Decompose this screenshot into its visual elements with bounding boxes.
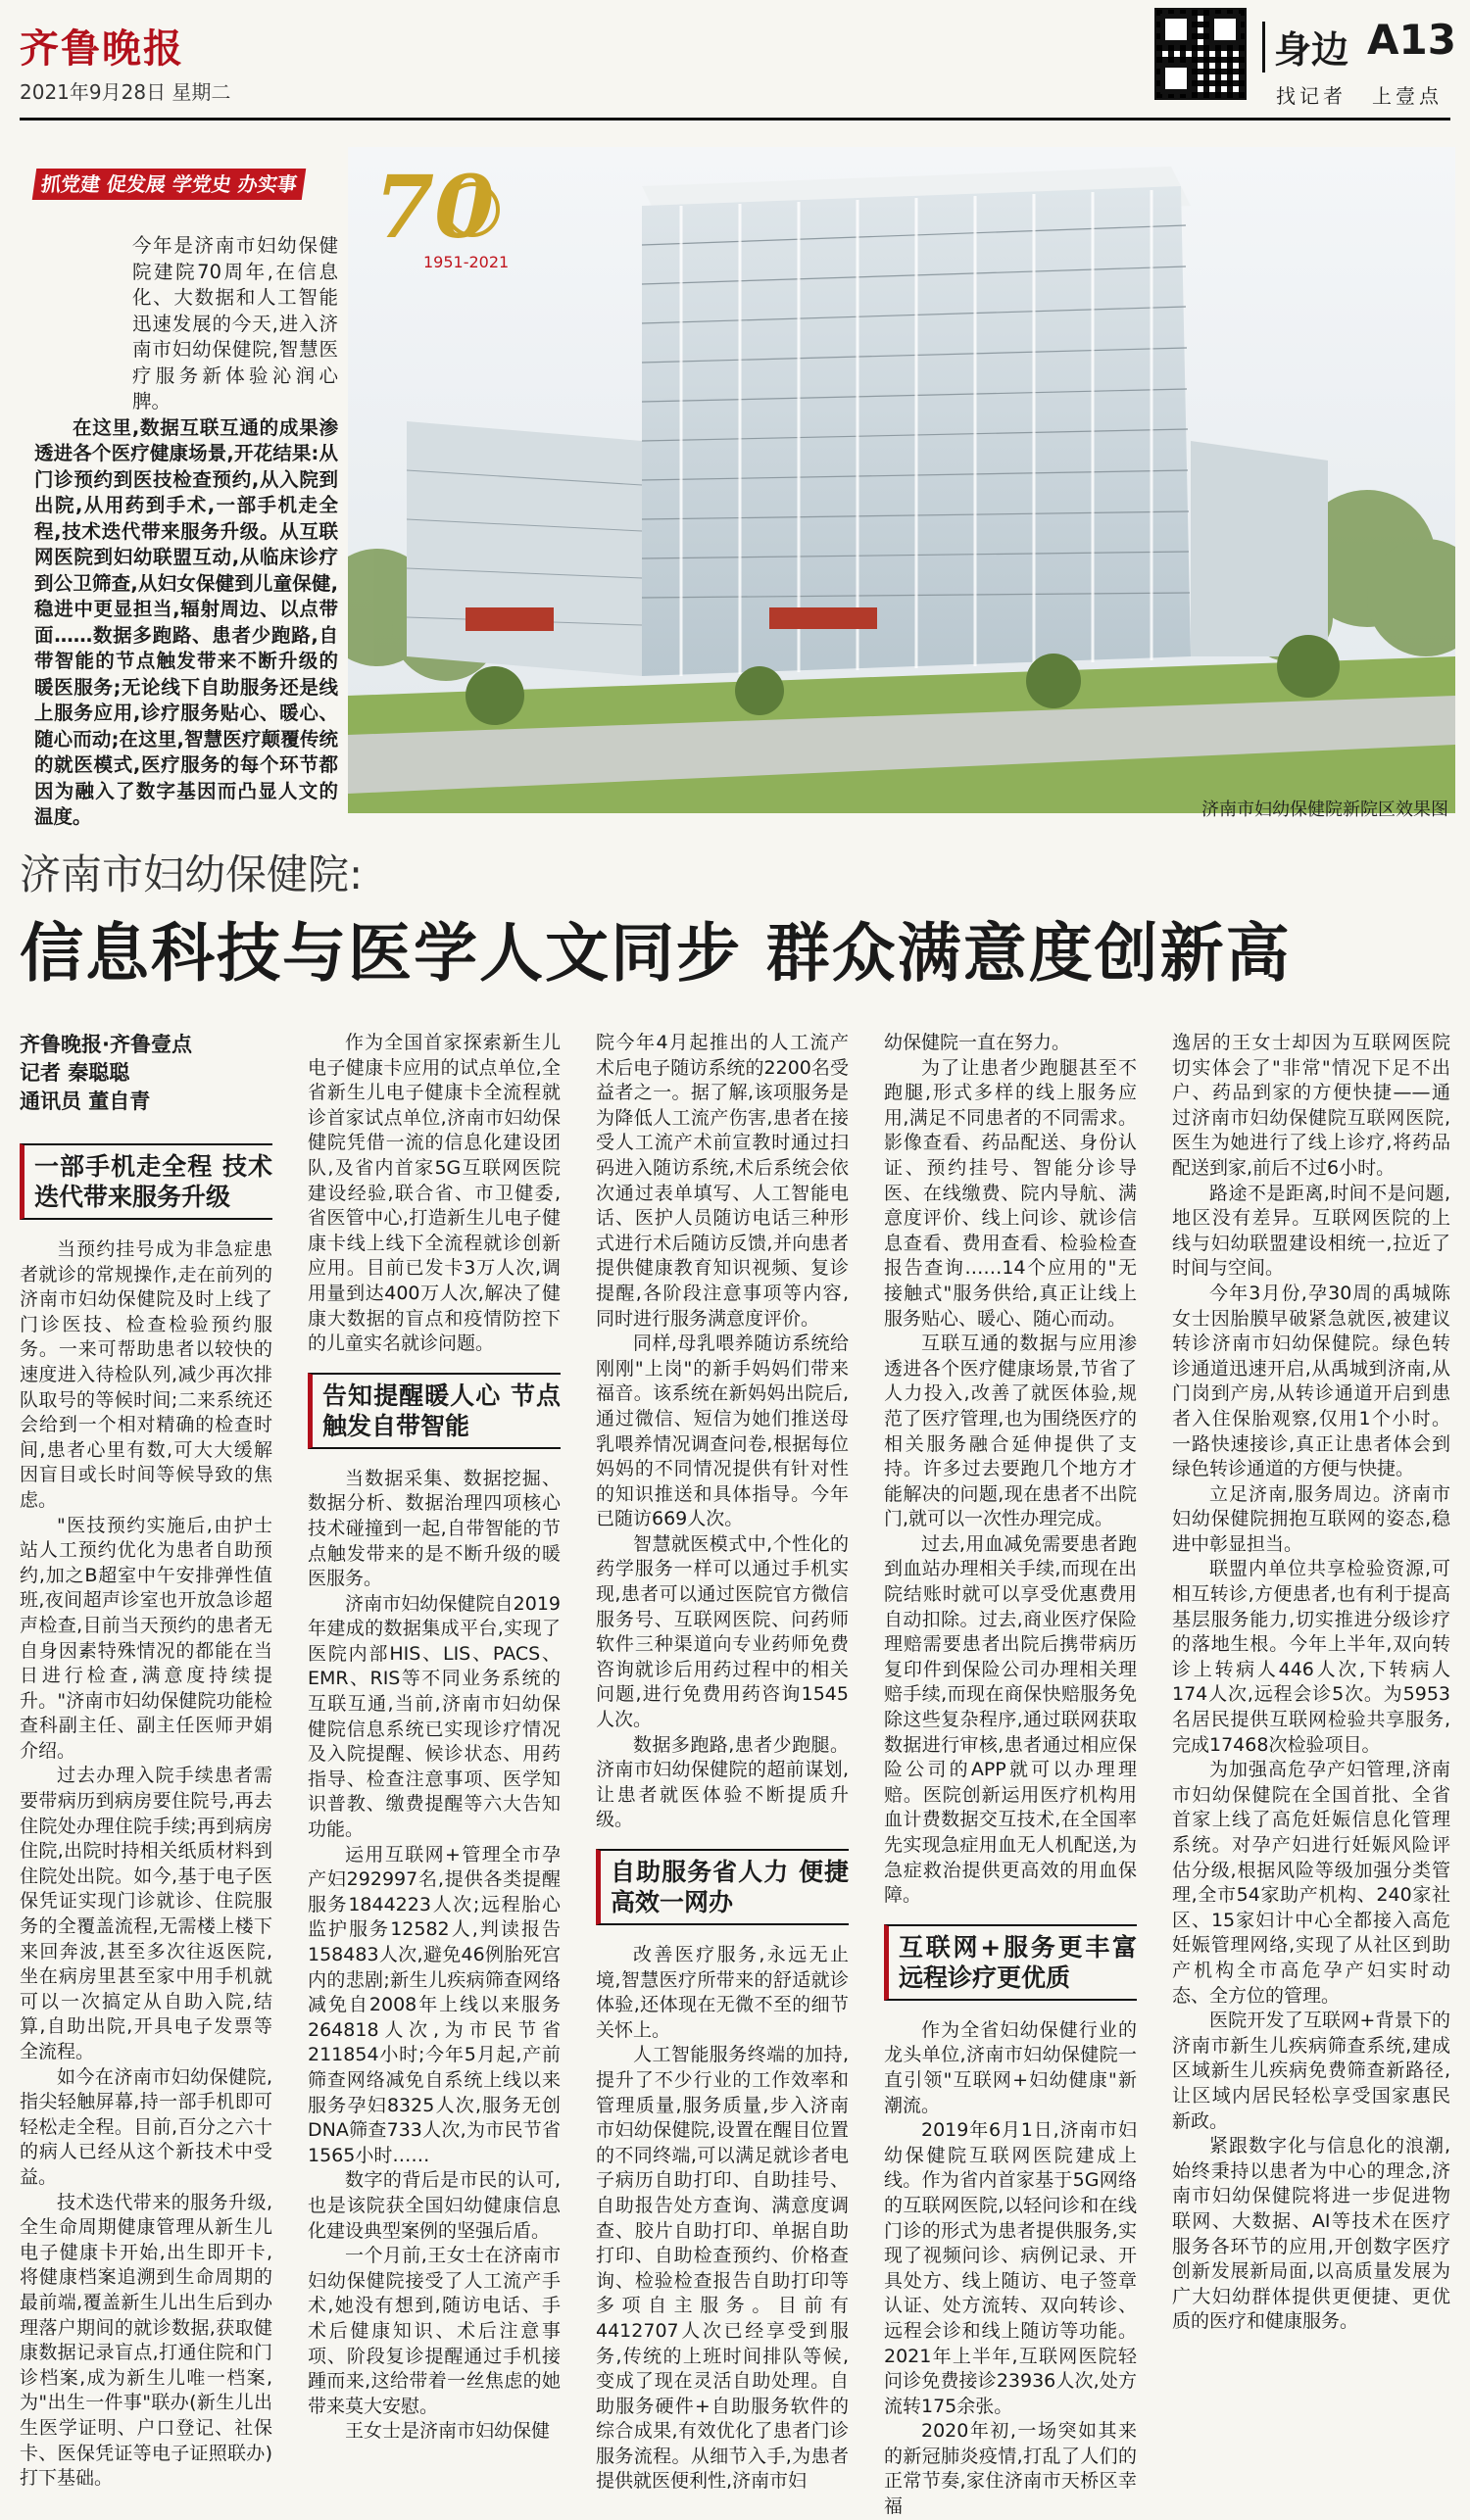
page-number: A13 — [1367, 16, 1456, 64]
issue-date: 2021年9月28日 星期二 — [20, 80, 231, 104]
subhead: 告知提醒暖人心 节点触发自带智能 — [308, 1373, 561, 1449]
paragraph: 一个月前,王女士在济南市妇幼保健院接受了人工流产手术,她没有想到,随访电话、手术后健康知识、术后注意事项、阶段复诊提醒通过手机接踵而来,这给带着一丝焦虑的她带来莫大安慰。 — [308, 2245, 561, 2417]
paragraph: 过去办理入院手续患者需要带病历到病房要住院号,再去住院处办理住院手续;再到病房住院,出院时持相关纸质材料到住院处出院。如今,基于电子医保凭证实现门诊就诊、住院服务的全覆盖流程,无需楼上楼下来回奔波,甚至多次往返医院,坐在病房里甚至家中用手机就可以一次搞定从自助入院,结算,自助出院,开具电子发票等全流程。 — [20, 1765, 272, 2062]
paragraph: 王女士是济南市妇幼保健 — [345, 2420, 551, 2443]
paragraph: 数字的背后是市民的认可,也是该院获全国妇幼健康信息化建设典型案例的坚强后盾。 — [308, 2169, 561, 2242]
paragraph: 为加强高危孕产妇管理,济南市妇幼保健院在全国首批、全省首家上线了高危妊娠信息化管理系统。对孕产妇进行妊娠风险评估分级,根据风险等级加强分类管理,全市54家助产机构、240家社区、15家妇计中心全都接入高危妊娠管理网络,实现了从社区到助产机构全市高危孕产妇实时动态、全方位的管理。 — [1172, 1759, 1450, 2007]
paragraph: "医技预约实施后,由护士站人工预约优化为患者自助预约,加之B超室中午安排弹性值班,夜间超声诊室也开放急诊超声检查,目前当天预约的患者无自身因素特殊情况的都能在当日进行检查,满意度持续提升。"济南市妇幼保健院功能检查科副主任、副主任医师尹娟介绍。 — [20, 1514, 272, 1762]
motto-right: 上壹点 — [1372, 84, 1443, 108]
paragraph: 今年3月份,孕30周的禹城陈女士因胎膜早破紧急就医,被建议转诊济南市妇幼保健院。绿色转诊通道迅速开启,从禹城到济南,从门岗到产房,从转诊通道开启到患者入住保胎观察,仅用1个小时。一路快速接诊,真正让患者体会到绿色转诊通道的方便与快捷。 — [1172, 1282, 1450, 1480]
section-name: 身边 — [1274, 28, 1349, 72]
anniversary-logo — [365, 159, 561, 276]
newspaper-logo: 齐鲁晚报 — [20, 25, 184, 72]
paragraph: 2019年6月1日,济南市妇幼保健院互联网医院建成上线。作为省内首家基于5G网络的互联网医院,以轻问诊和在线门诊的形式为患者提供服务,实现了视频问诊、病例记录、开具处方、线上随访、电子签章认证、处方流转、双向转诊、远程会诊和线上随访等功能。2021年上半年,互联网医院轻问诊免费接诊23936人次,处方流转175余张。 — [884, 2119, 1137, 2417]
paragraph: 当数据采集、数据挖掘、数据分析、数据治理四项核心技术碰撞到一起,自带智能的节点触发带来的是不断升级的暖医服务。 — [308, 1467, 561, 1590]
masthead-rule — [20, 118, 1450, 121]
lead-paragraph: 今年是济南市妇幼保健院建院70周年,在信息化、大数据和人工智能迅速发展的今天,进入济南市妇幼保健院,智慧医疗服务新体验沁润心脾。 — [132, 234, 338, 412]
article-column-3 — [596, 1031, 849, 2495]
campaign-banner: 抓党建 促发展 学党史 办实事 — [32, 169, 306, 200]
article-column-5 — [1172, 1031, 1450, 2335]
masthead-divider — [1262, 22, 1265, 73]
paragraph: 人工智能服务终端的加持,提升了不少行业的工作效率和管理质量,服务质量,步入济南市妇幼保健院,设置在醒目位置的不同终端,可以满足就诊者电子病历自助打印、自助挂号、自助报告处方查询、满意度调查、胶片自助打印、单据自助打印、自助检查预约、价格查询、检验检查报告自助打印等多项自主服务。目前有4412707人次已经享受到服务,传统的上班时间排队等候,变成了现在灵活自助处理。自助服务硬件+自助服务软件的综合成果,有效优化了患者门诊服务流程。从细节入手,为患者提供就医便利性,济南市妇 — [596, 2044, 849, 2493]
paragraph: 路途不是距离,时间不是问题,地区没有差异。互联网医院的上线与妇幼联盟建设相统一,拉近了时间与空间。 — [1172, 1182, 1450, 1280]
paragraph: 过去,用血减免需要患者跑到血站办理相关手续,而现在出院结账时就可以享受优惠费用自动扣除。过去,商业医疗保险理赔需要患者出院后携带病历复印件到保险公司办理相关理赔手续,而现在商保快赔服务免除这些复杂程序,通过联网获取数据进行审核,患者通过相应保险公司的APP就可以办理理赔。医院创新运用医疗机构用血计费数据交互技术,在全国率先实现急症用血无人机配送,为急症救治提供更高效的用血保障。 — [884, 1532, 1137, 1907]
paragraph: 院今年4月起推出的人工流产术后电子随访系统的2200名受益者之一。据了解,该项服务是为降低人工流产伤害,患者在接受人工流产术前宣教时通过扫码进入随访系统,术后系统会依次通过表单填写、人工智能电话、医护人员随访电话三种形式进行术后随访反馈,并向患者提供健康教育知识视频、复诊提醒,各阶段注意事项等内容,同时进行服务满意度评价。 — [596, 1032, 849, 1330]
anniversary-years: 1951-2021 — [423, 253, 510, 271]
paragraph: 立足济南,服务周边。济南市妇幼保健院拥抱互联网的姿态,稳进中彰显担当。 — [1172, 1482, 1450, 1555]
paragraph: 智慧就医模式中,个性化的药学服务一样可以通过手机实现,患者可以通过医院官方微信服务号、互联网医院、问药师软件三种渠道向专业药师免费咨询就诊后用药过程中的相关问题,进行免费用药咨询1545人次。 — [596, 1532, 849, 1731]
article-kicker: 济南市妇幼保健院: — [20, 850, 364, 898]
photo-caption: 济南市妇幼保健院新院区效果图 — [1201, 800, 1448, 820]
article-headline: 信息科技与医学人文同步 群众满意度创新高 — [20, 917, 1292, 991]
paragraph: 技术迭代带来的服务升级,全生命周期健康管理从新生儿电子健康卡开始,出生即开卡,将健康档案追溯到生命周期的最前端,覆盖新生儿出生后到办理落户期间的就诊数据,获取健康数据记录盲点,打通住院和门诊档案,成为新生儿唯一档案,为"出生一件事"联办(新生儿出生医学证明、户口登记、社保卡、医保凭证等电子证照联办)打下基础。 — [20, 2191, 272, 2490]
paragraph: 逸居的王女士却因为互联网医院切实体会了"非常"情况下足不出户、药品到家的方便快捷——通过济南市妇幼保健院互联网医院,医生为她进行了线上诊疗,将药品配送到家,前后不过6小时。 — [1172, 1032, 1450, 1179]
paragraph: 幼保健院一直在努力。 — [884, 1032, 1071, 1053]
paragraph: 改善医疗服务,永远无止境,智慧医疗所带来的舒适就诊体验,还体现在无微不至的细节关怀上。 — [596, 1944, 849, 2041]
paragraph: 作为全国首家探索新生儿电子健康卡应用的试点单位,全省新生儿电子健康卡全流程就诊首家试点单位,济南市妇幼保健院凭借一流的信息化建设团队,及省内首家5G互联网医院建设经验,联合省、市卫健委,省医管中心,打造新生儿电子健康卡线上线下全流程就诊创新应用。目前已发卡3万人次,调用量到达400万人次,解决了健康大数据的盲点和疫情防控下的儿童实名就诊问题。 — [308, 1032, 561, 1355]
paragraph: 济南市妇幼保健院自2019年建成的数据集成平台,实现了医院内部HIS、LIS、PACS、EMR、RIS等不同业务系统的互联互通,当前,济南市妇幼保健院信息系统已实现诊疗情况及入院提醒、候诊状态、用药指导、检查注意事项、医学知识普教、缴费提醒等六大告知功能。 — [308, 1592, 561, 1841]
article-column-2 — [308, 1031, 561, 2445]
paragraph: 互联互通的数据与应用渗透进各个医疗健康场景,节省了人力投入,改善了就医体验,规范了医疗管理,也为围绕医疗的相关服务融合延伸提供了支持。许多过去要跑几个地方才能解决的问题,现在患者不出院门,就可以一次性办理完成。 — [884, 1333, 1137, 1530]
article-column-1 — [20, 1031, 272, 2492]
paragraph: 医院开发了互联网+背景下的济南市新生儿疾病筛查系统,建成区域新生儿疾病免费筛查新路径,让区域内居民轻松享受国家惠民新政。 — [1172, 2010, 1450, 2132]
paragraph: 联盟内单位共享检验资源,可相互转诊,方便患者,也有利于提高基层服务能力,切实推进分级诊疗的落地生根。今年上半年,双向转诊上转病人446人次,下转病人174人次,远程会诊5次。为5953名居民提供互联网检验共享服务,完成17468次检验项目。 — [1172, 1558, 1450, 1756]
byline-source: 齐鲁晚报·齐鲁壹点 — [20, 1033, 192, 1056]
paragraph: 运用互联网+管理全市孕产妇292997名,提供各类提醒服务1844223人次;远程胎心监护服务12582人,判读报告158483人次,避免46例胎死宫内的悲剧;新生儿疾病筛查网络减免自2008年上线以来服务264818人次,为市民节省211854小时;今年5月起,产前筛查网络减免自系统上线以来服务孕妇8325人次,服务无创DNA筛查733人次,为市民节省1565小时…… — [308, 1843, 561, 2166]
svg-text:70: 70 — [374, 159, 495, 258]
subhead: 一部手机走全程 技术迭代带来服务升级 — [20, 1143, 272, 1220]
paragraph: 作为全省妇幼保健行业的龙头单位,济南市妇幼保健院一直引领"互联网+妇幼健康"新潮流。 — [884, 2018, 1137, 2116]
paragraph: 如今在济南市妇幼保健院,指尖轻触屏幕,持一部手机即可轻松走全程。目前,百分之六十的病人已经从这个新技术中受益。 — [20, 2065, 272, 2188]
article-column-4 — [884, 1031, 1137, 2520]
qr-code-icon — [1154, 8, 1247, 100]
byline-correspondent: 通讯员 董自青 — [20, 1090, 151, 1113]
paragraph: 同样,母乳喂养随访系统给刚刚"上岗"的新手妈妈们带来福音。该系统在新妈妈出院后,通过微信、短信为她们推送母乳喂养情况调查问卷,根据每位妈妈的不同情况提供有针对性的知识推送和具体指导。今年已随访669人次。 — [596, 1333, 849, 1530]
subhead: 互联网+服务更丰富 远程诊疗更优质 — [884, 1924, 1137, 2001]
paragraph: 当预约挂号成为非急症患者就诊的常规操作,走在前列的济南市妇幼保健院及时上线了门诊医技、检查检验预约服务。一来可帮助患者以较快的速度进入待检队列,减少再次排队取号的等候时间;二来系统还会给到一个相对精确的检查时间,患者心里有数,可大大缓解因盲目或长时间等候导致的焦虑。 — [20, 1238, 272, 1511]
lead-paragraph: 在这里,数据互联互通的成果渗透进各个医疗健康场景,开花结果:从门诊预约到医技检查预约,从入院到出院,从用药到手术,一部手机走全程,技术迭代带来服务升级。从互联网医院到妇幼联盟互动,从临床诊疗到公卫筛查,从妇女保健到儿童保健,稳进中更显担当,辐射周边、以点带面……数据多跑路、患者少跑路,自带智能的节点触发带来不断升级的暖医服务;无论线下自助服务还是线上服务应用,诊疗服务贴心、暖心、随心而动;在这里,智慧医疗颠覆传统的就医模式,医疗服务的每个环节都因为融入了数字基因而凸显人文的温度。 — [34, 415, 338, 828]
lead-paragraphs — [34, 233, 338, 831]
byline — [20, 1031, 272, 1116]
paragraph: 数据多跑路,患者少跑腿。济南市妇幼保健院的超前谋划,让患者就医体验不断提质升级。 — [596, 1733, 849, 1831]
paragraph: 2020年初,一场突如其来的新冠肺炎疫情,打乱了人们的正常节奏,家住济南市天桥区幸福 — [884, 2420, 1137, 2518]
subhead: 自助服务省人力 便捷高效一网办 — [596, 1849, 849, 1925]
motto-left: 找记者 — [1276, 84, 1347, 108]
paragraph: 为了让患者少跑腿甚至不跑腿,形式多样的线上服务应用,满足不同患者的不同需求。影像查看、药品配送、身份认证、预约挂号、智能分诊导医、在线缴费、院内导航、满意度评价、线上问诊、就诊信息查看、费用查看、检验检查报告查询……14个应用的"无接触式"服务供给,真正让线上服务贴心、暖心、随心而动。 — [884, 1056, 1137, 1330]
paragraph: 紧跟数字化与信息化的浪潮,始终秉持以患者为中心的理念,济南市妇幼保健院将进一步促进物联网、大数据、AI等技术在医疗服务各环节的应用,开创数字医疗创新发展新局面,以高质量发展为广大妇幼群体提供更便捷、更优质的医疗和健康服务。 — [1172, 2135, 1450, 2333]
byline-reporter: 记者 秦聪聪 — [20, 1061, 130, 1085]
